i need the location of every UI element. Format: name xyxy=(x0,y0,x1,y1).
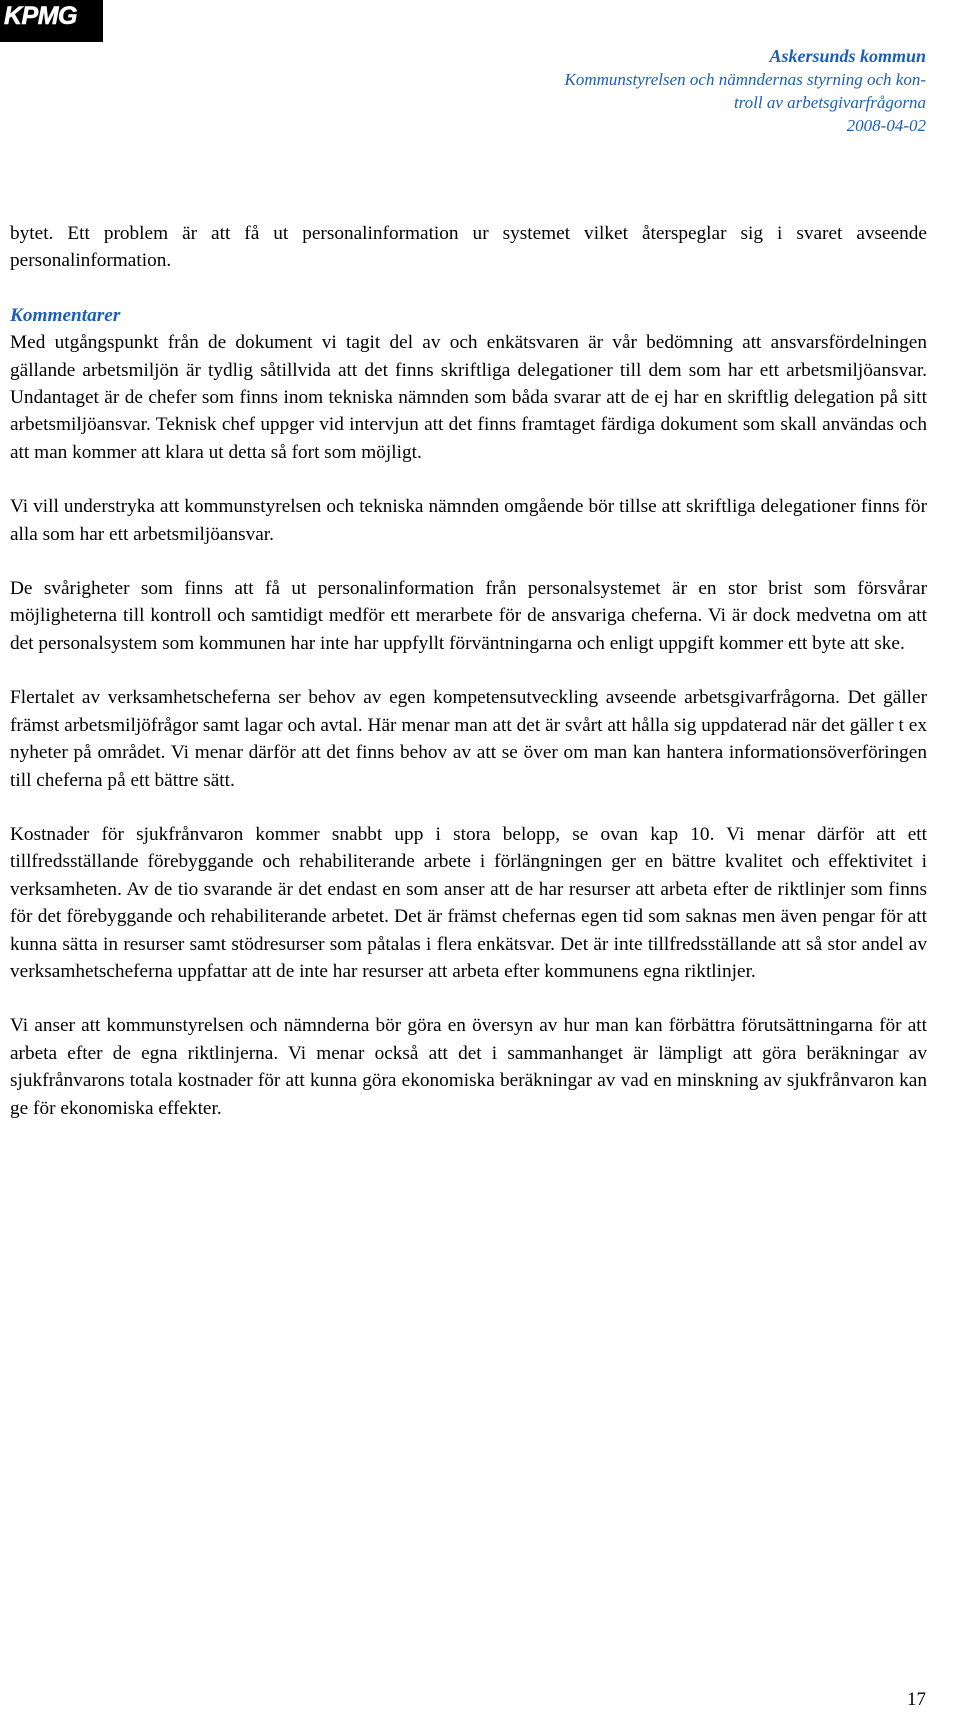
report-title-line-2: troll av arbetsgivarfrågorna xyxy=(733,93,926,112)
kpmg-logo xyxy=(0,0,103,42)
organization-name: Askersunds kommun xyxy=(769,46,926,66)
document-header xyxy=(456,45,926,137)
intro-paragraph: bytet. Ett problem är att få ut personalinformation ur systemet vilket återspeglar sig i svaret avseende personalinformation. xyxy=(10,223,927,272)
body-paragraph-3: De svårigheter som finns att få ut personalinformation från personalsystemet är en stor brist som försvårar möjligheterna till kontroll och samtidigt medför ett merarbete för de ansvariga cheferna. Vi är dock medvetna om att det personalsystem som kommunen har inte har uppfyllt förväntningarna och enligt uppgift kommer ett byte att ske. xyxy=(10,578,927,654)
document-body xyxy=(10,220,927,1149)
report-title-line-1: Kommunstyrelsen och nämndernas styrning och kon- xyxy=(564,70,926,89)
logo-text: KPMG xyxy=(4,2,77,30)
body-paragraph-1: Med utgångspunkt från de dokument vi tagit del av och enkätsvaren är vår bedömning att ansvarsfördelningen gällande arbetsmiljön är tydlig såtillvida att det finns skriftliga delegationer till dem som har ett arbetsmiljöansvar. Undantaget är de chefer som finns inom tekniska nämnden som båda svarar att de ej har en skriftlig delegation på sitt arbetsmiljöansvar. Teknisk chef uppger vid intervjun att det finns framtaget färdiga dokument som skall användas och att man kommer att klara ut detta så fort som möjligt. xyxy=(10,332,927,463)
section-heading: Kommentarer xyxy=(10,304,121,326)
body-paragraph-4: Flertalet av verksamhetscheferna ser behov av egen kompetensutveckling avseende arbetsgivarfrågorna. Det gäller främst arbetsmiljöfrågor samt lagar och avtal. Här menar man att det är svårt att hålla sig uppdaterad när det gäller t ex nyheter på området. Vi menar därför att det finns behov av att se över om man kan hantera informationsöverföringen till cheferna på ett bättre sätt. xyxy=(10,687,927,791)
body-paragraph-2: Vi vill understryka att kommunstyrelsen och tekniska nämnden omgående bör tillse att skriftliga delegationer finns för alla som har ett arbetsmiljöansvar. xyxy=(10,496,927,545)
report-date: 2008-04-02 xyxy=(846,116,926,135)
page-number: 17 xyxy=(907,1689,926,1710)
body-paragraph-6: Vi anser att kommunstyrelsen och nämnderna bör göra en översyn av hur man kan förbättra förutsättningarna för att arbeta efter de egna riktlinjerna. Vi menar också att det i sammanhanget är lämpligt att göra beräkningar av sjukfrånvarons totala kostnader för att kunna göra ekonomiska beräkningar av vad en minskning av sjukfrånvaron kan ge för ekonomiska effekter. xyxy=(10,1015,927,1119)
body-paragraph-5: Kostnader för sjukfrånvaron kommer snabbt upp i stora belopp, se ovan kap 10. Vi menar därför att ett tillfredsställande förebyggande och rehabiliterande arbete i förlängningen ger en bättre kvalitet och effektivitet i verksamheten. Av de tio svarande är det endast en som anser att de har resurser att arbeta efter de riktlinjer som finns för det förebyggande och rehabiliterande arbetet. Det är främst chefernas egen tid som saknas men även pengar för att kunna sätta in resurser samt stödresurser som påtalas i flera enkätsvar. Det är inte tillfredsställande att så stor andel av verksamhetscheferna uppfattar att de inte har resurser att arbeta efter kommunens egna riktlinjer. xyxy=(10,823,927,982)
